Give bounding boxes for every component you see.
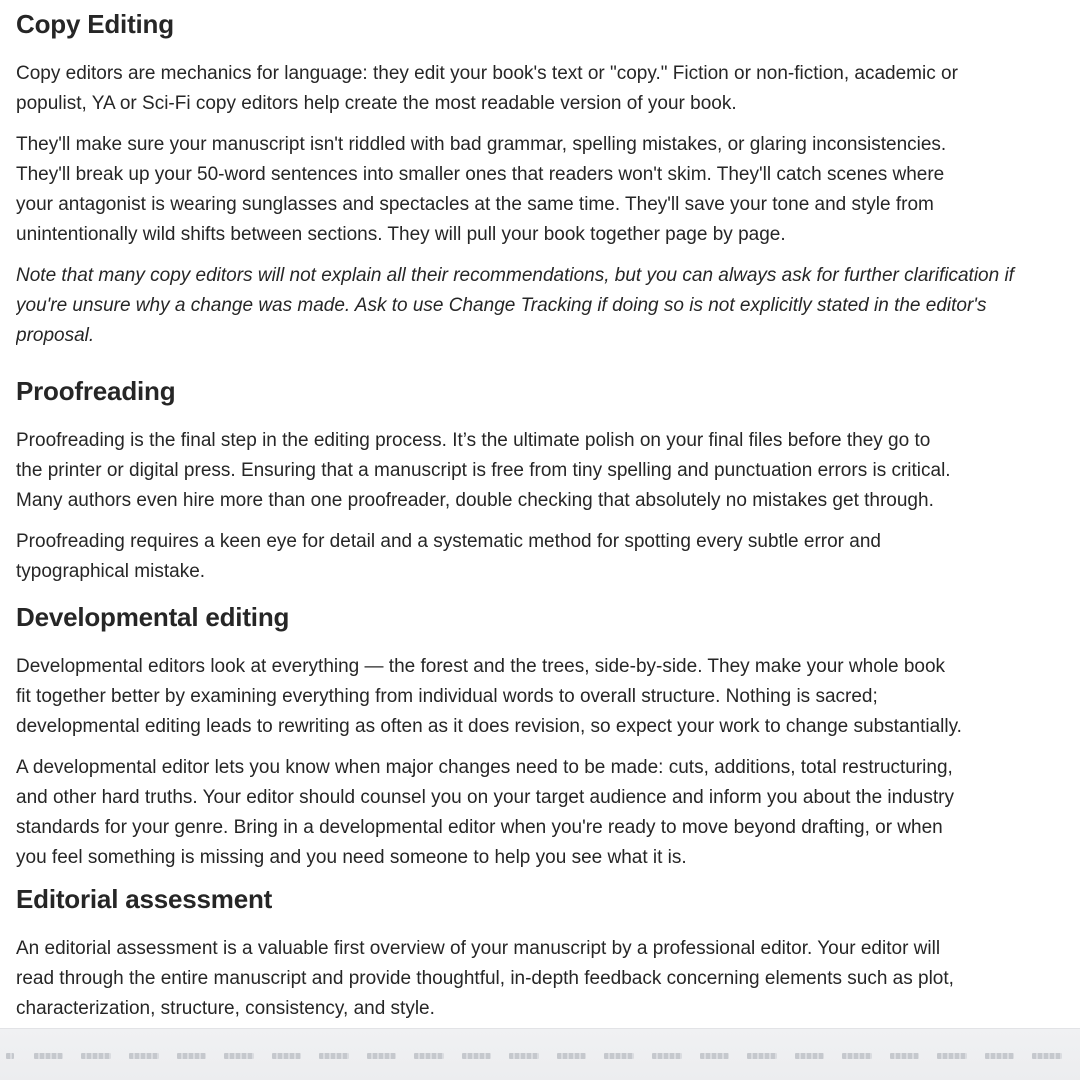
placeholder-dash — [224, 1053, 254, 1059]
text-line: Proofreading requires a keen eye for detail and a systematic method for spotting every subtle error and — [16, 531, 881, 552]
paragraph — [16, 527, 951, 587]
placeholder-dash — [557, 1053, 587, 1059]
placeholder-dash — [795, 1053, 825, 1059]
placeholder-dash — [81, 1053, 111, 1059]
placeholder-dash — [462, 1053, 492, 1059]
note-paragraph — [16, 261, 1014, 351]
section-copy-editing — [16, 6, 1014, 351]
text-line: typographical mistake. — [16, 561, 206, 582]
text-line: Proofreading is the final step in the editing process. It’s the ultimate polish on your final files before they go to — [16, 430, 931, 451]
section-proofreading — [16, 373, 951, 587]
section-heading: Developmental editing — [16, 602, 290, 632]
text-line: read through the entire manuscript and provide thoughtful, in-depth feedback concerning elements such as plot, — [16, 968, 954, 989]
placeholder-dash — [367, 1053, 397, 1059]
placeholder-dash — [272, 1053, 302, 1059]
placeholder-dash — [700, 1053, 730, 1059]
text-line: A developmental editor lets you know when major changes need to be made: cuts, additions, total restructuring, — [16, 757, 953, 778]
text-line: populist, YA or Sci-Fi copy editors help create the most readable version of your book. — [16, 93, 737, 114]
section-developmental-editing — [16, 599, 962, 873]
section-heading: Editorial assessment — [16, 884, 273, 914]
bottom-toolbar-placeholder — [0, 1028, 1080, 1080]
text-line: Many authors even hire more than one proofreader, double checking that absolutely no mistakes get through. — [16, 490, 934, 511]
text-line: They'll break up your 50-word sentences into smaller ones that readers won't skim. They'll catch scenes where — [16, 164, 945, 185]
text-line: unintentionally wild shifts between sections. They will pull your book together page by page. — [16, 224, 786, 245]
text-line: you feel something is missing and you need someone to help you see what it is. — [16, 847, 687, 868]
paragraph — [16, 59, 1014, 119]
placeholder-dash — [985, 1053, 1015, 1059]
section-heading: Proofreading — [16, 376, 176, 406]
text-line: standards for your genre. Bring in a developmental editor when you're ready to move beyond drafting, or when — [16, 817, 943, 838]
placeholder-dash — [34, 1053, 64, 1059]
text-line: An editorial assessment is a valuable first overview of your manuscript by a professional editor. Your editor will — [16, 938, 941, 959]
placeholder-dash — [319, 1053, 349, 1059]
text-line: and other hard truths. Your editor should counsel you on your target audience and inform you about the industry — [16, 787, 954, 808]
placeholder-dash — [842, 1053, 872, 1059]
section-heading: Copy Editing — [16, 9, 174, 39]
paragraph — [16, 426, 951, 516]
placeholder-dash — [6, 1053, 14, 1059]
paragraph — [16, 934, 954, 1024]
placeholder-dash — [937, 1053, 967, 1059]
text-line: proposal. — [16, 325, 95, 346]
paragraph — [16, 652, 962, 742]
placeholder-dash — [747, 1053, 777, 1059]
text-line: developmental editing leads to rewriting as often as it does revision, so expect your work to change substantially. — [16, 716, 962, 737]
paragraph — [16, 130, 1014, 250]
text-line: you're unsure why a change was made. Ask to use Change Tracking if doing so is not explicitly stated in the editor's — [16, 295, 987, 316]
text-line: Developmental editors look at everything — the forest and the trees, side-by-side. They make your whole book — [16, 656, 946, 677]
text-line: Copy editors are mechanics for language: they edit your book's text or "copy." Fiction or non-fiction, academic or — [16, 63, 958, 84]
text-line: your antagonist is wearing sunglasses and spectacles at the same time. They'll save your tone and style from — [16, 194, 934, 215]
placeholder-dash — [414, 1053, 444, 1059]
text-line: fit together better by examining everything from individual words to overall structure. Nothing is sacred; — [16, 686, 878, 707]
placeholder-dash — [652, 1053, 682, 1059]
text-line: characterization, structure, consistency, and style. — [16, 998, 435, 1019]
placeholder-dash — [1032, 1053, 1062, 1059]
text-line: Note that many copy editors will not explain all their recommendations, but you can always ask for further clarification if — [16, 265, 1014, 286]
section-editorial-assessment — [16, 881, 954, 1024]
article-content — [16, 0, 1080, 1028]
paragraph — [16, 753, 962, 873]
text-line: They'll make sure your manuscript isn't riddled with bad grammar, spelling mistakes, or glaring inconsistencies. — [16, 134, 947, 155]
placeholder-dash — [509, 1053, 539, 1059]
text-line: the printer or digital press. Ensuring that a manuscript is free from tiny spelling and punctuation errors is critical. — [16, 460, 951, 481]
placeholder-dash — [177, 1053, 207, 1059]
placeholder-dash — [129, 1053, 159, 1059]
loading-placeholder-row — [0, 1051, 1080, 1061]
placeholder-dash — [890, 1053, 920, 1059]
placeholder-dash — [604, 1053, 634, 1059]
